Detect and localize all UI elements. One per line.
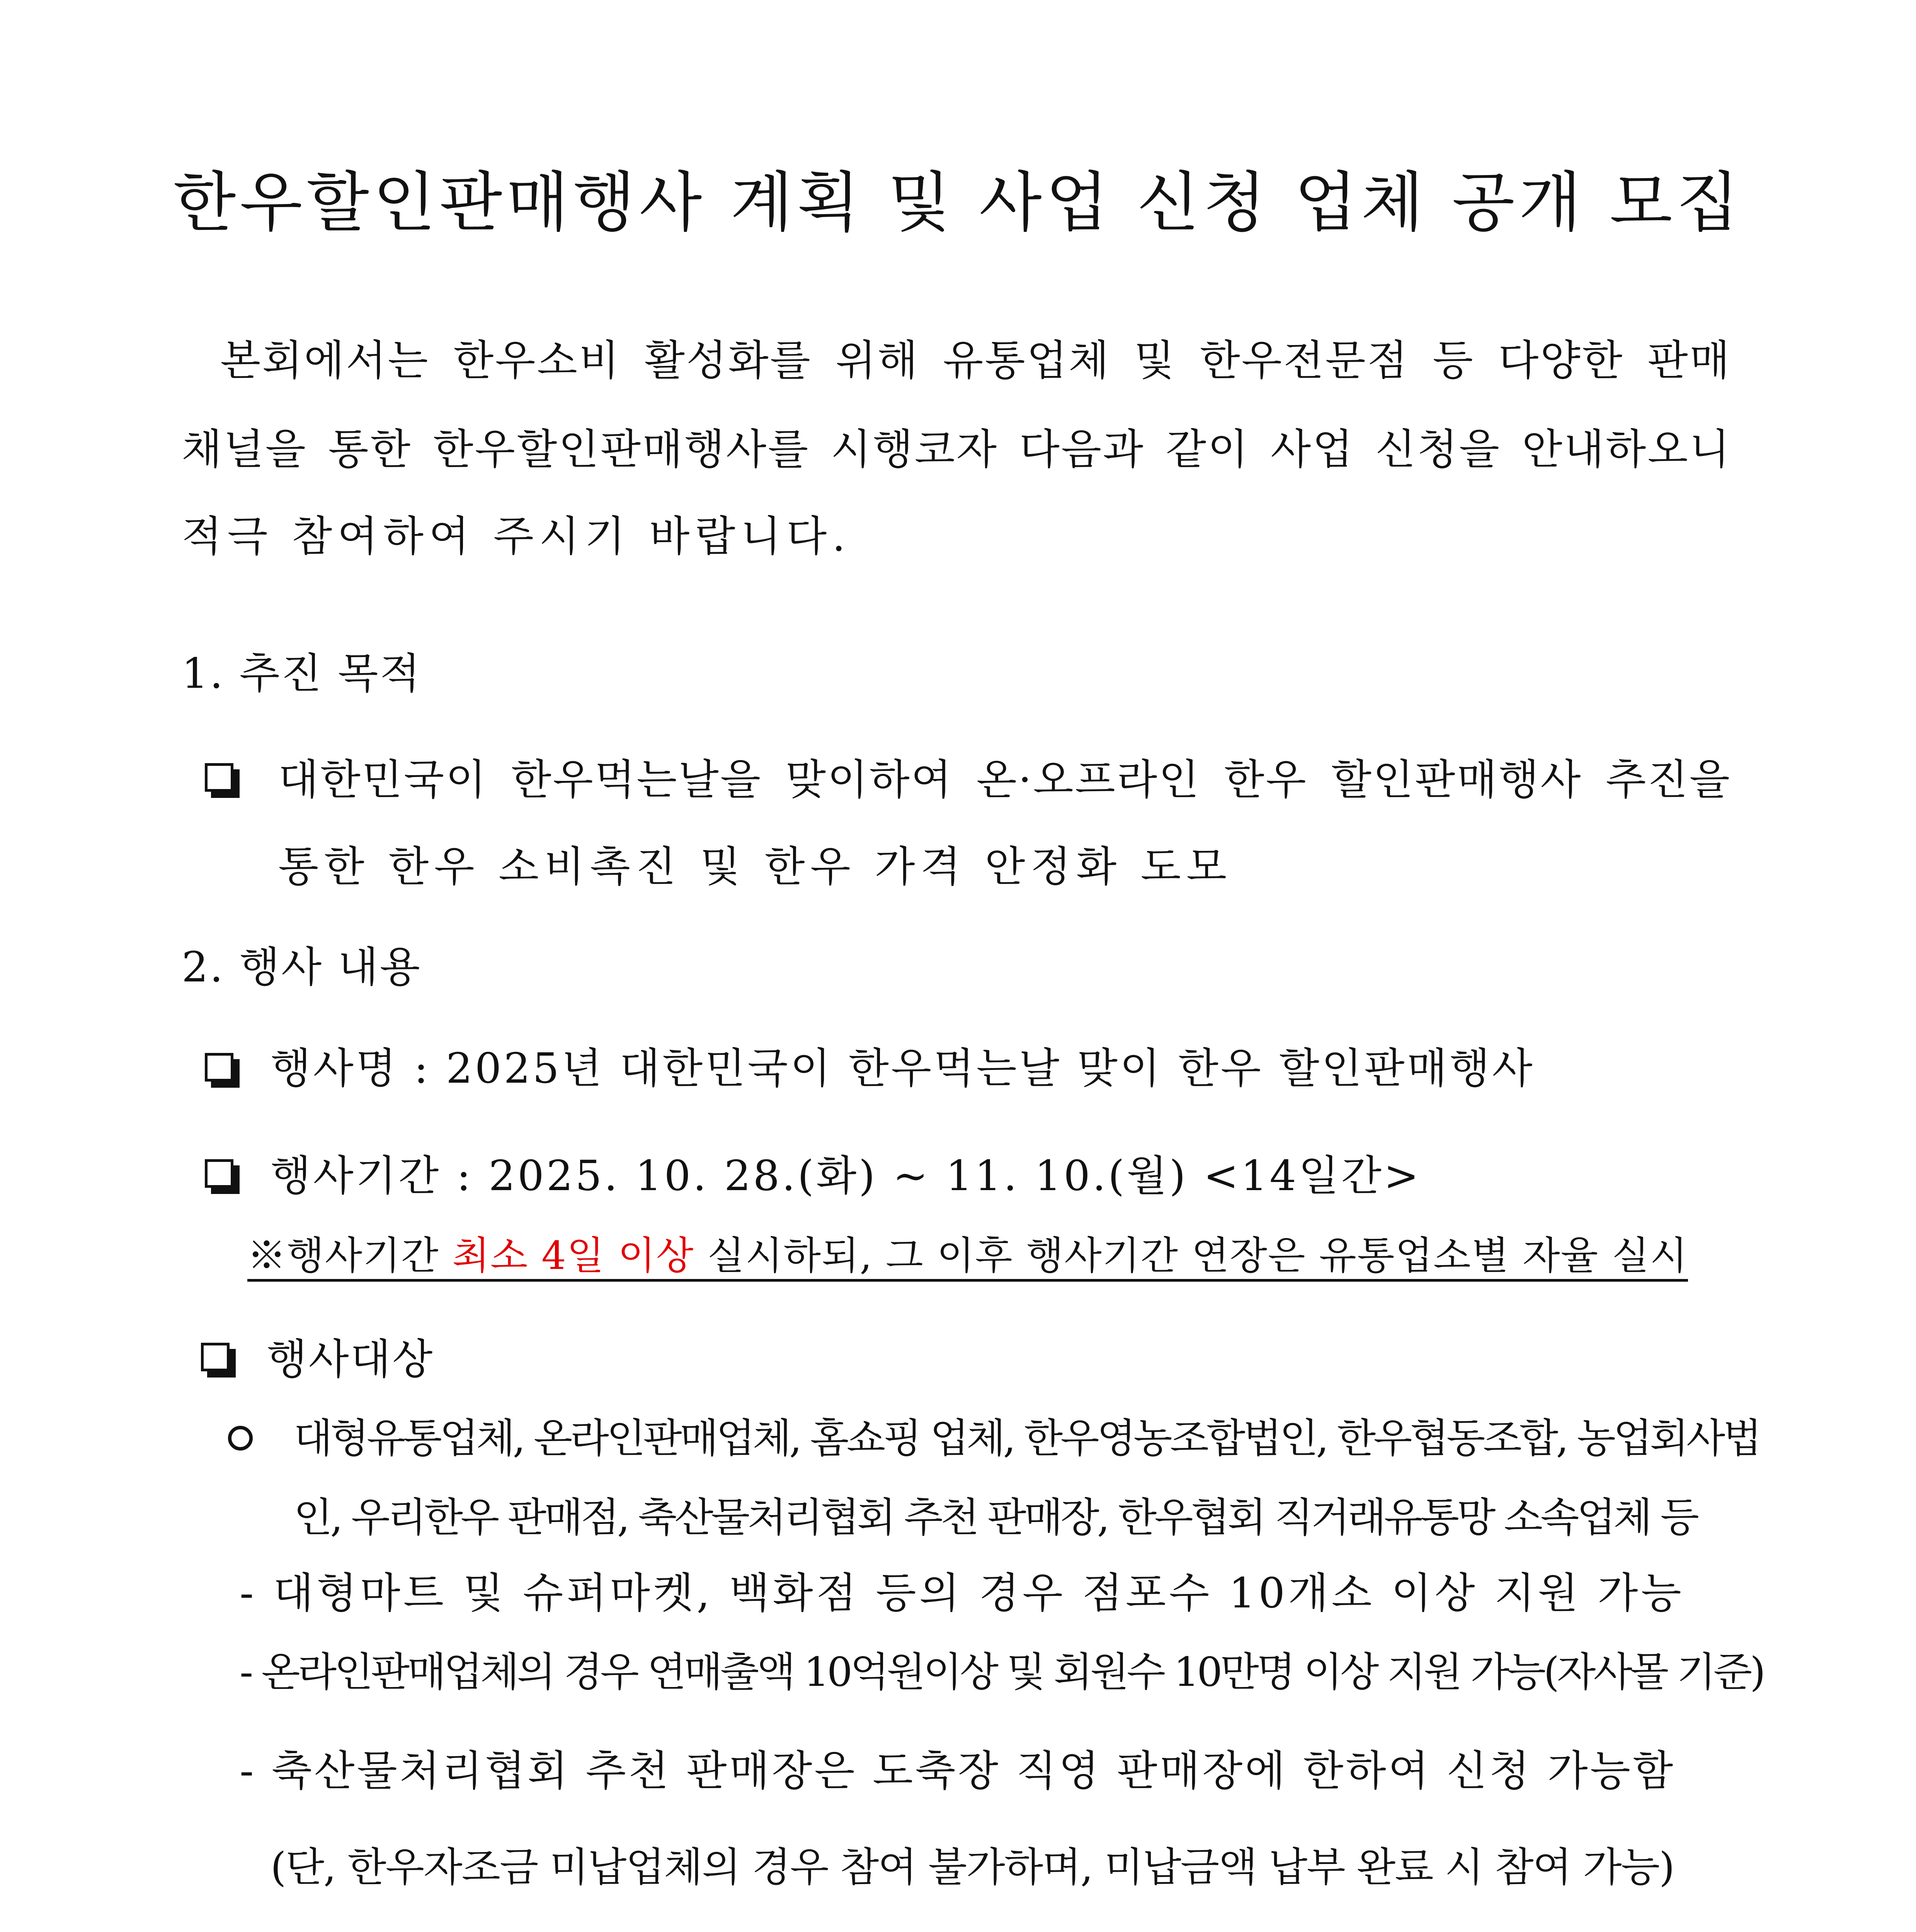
note-highlight: 최소 4일 이상 (452, 1233, 694, 1278)
intro-line-2: 채널을 통한 한우할인판매행사를 시행코자 다음과 같이 사업 신청을 안내하오니 (182, 425, 1731, 474)
note-prefix: ※행사기간 (247, 1233, 453, 1278)
section-1-heading: 1. 추진 목적 (182, 650, 422, 698)
target-heading: 행사대상 (267, 1335, 434, 1384)
circle-bullet-icon (228, 1426, 253, 1451)
checkbox-square-icon (201, 1343, 230, 1371)
section-1-item-line-1: 대한민국이 한우먹는날을 맞이하여 온·오프라인 한우 할인판매행사 추진을 (278, 756, 1731, 804)
note-suffix: 실시하되, 그 이후 행사기간 연장은 유통업소별 자율 실시 (694, 1233, 1688, 1278)
target-dash-1: - 대형마트 및 슈퍼마켓, 백화점 등의 경우 점포수 10개소 이상 지원 가능 (240, 1569, 1685, 1617)
checkbox-square-icon (205, 1159, 233, 1188)
section-2-heading: 2. 행사 내용 (182, 943, 422, 992)
intro-line-3: 적극 참여하여 주시기 바랍니다. (182, 512, 851, 561)
target-line-1: 대형유통업체, 온라인판매업체, 홈쇼핑 업체, 한우영농조합법인, 한우협동조합, 농업회사법 (294, 1415, 1759, 1462)
checkbox-square-icon (205, 1053, 233, 1082)
target-dash-3: - 축산물처리협회 추천 판매장은 도축장 직영 판매장에 한하여 신청 가능함 (240, 1747, 1676, 1795)
event-period: 행사기간 : 2025. 10. 28.(화) ~ 11. 10.(월) <14일간> (271, 1152, 1421, 1200)
section-1-item-line-2: 통한 한우 소비촉진 및 한우 가격 안정화 도모 (278, 843, 1232, 891)
target-paren-note: (단, 한우자조금 미납업체의 경우 참여 불가하며, 미납금액 납부 완료 시 참여 가능) (271, 1844, 1674, 1891)
target-line-2: 인, 우리한우 판매점, 축산물처리협회 추천 판매장, 한우협회 직거래유통망 소속업체 등 (294, 1494, 1697, 1541)
target-dash-2: - 온라인판매업체의 경우 연매출액 10억원이상 및 회원수 10만명 이상 지원 가능(자사몰 기준) (240, 1648, 1763, 1696)
page-title: 한우할인판매행사 계획 및 사업 신청 업체 공개 모집 (173, 165, 1743, 240)
event-period-note (247, 1233, 1688, 1282)
event-name: 행사명 : 2025년 대한민국이 한우먹는날 맞이 한우 할인판매행사 (271, 1044, 1535, 1093)
checkbox-square-icon (205, 763, 233, 792)
intro-line-1: 본회에서는 한우소비 활성화를 위해 유통업체 및 한우전문점 등 다양한 판매 (220, 337, 1731, 385)
